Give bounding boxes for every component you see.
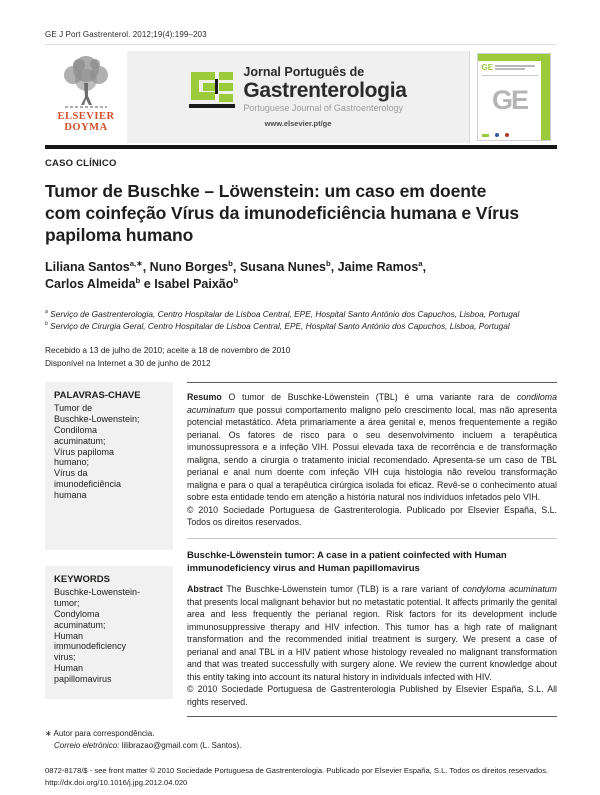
journal-name-prefix: Jornal Português de xyxy=(243,65,365,80)
keyword-en-line: Human xyxy=(54,630,84,641)
online-date: Disponível na Internet a 30 de junho de 2012 xyxy=(45,357,211,368)
affiliation-b: $^b$ Serviço de Cirurgia Geral, Centro Hospitalar de Lisboa Central, EPE, Hospital Santo António dos Capuchos, Lisboa, Portugal xyxy=(45,321,510,332)
cover-ge-monogram-small: GE xyxy=(481,63,494,72)
cover-divider xyxy=(482,75,538,76)
article-type-label: CASO CLÍNICO xyxy=(45,158,117,169)
affiliations xyxy=(45,308,557,333)
resumo-paragraph: Resumo O tumor de Buschke-Löwenstein (TBL) é uma variante rara de condiloma acuminatum que possui comportamento maligno pelo crescimento local, mas não apresenta potencial metastático. Afeta primariamente a área genital e, menos frequentemente a região perianal. Os fatores de risco para o seu desenvolvimento incluem a terapêutica imunossupressora e a infeção VIH. Possui elevada taxa de recorrência e de transformação maligna, sendo a cirurgia o tratamento inicial recomendado. Apresenta-se um caso de TBL perianal e anal num doente com infeção VIH cuja histologia não revelou transformação maligna e para o qual a terapêutica cirúrgica isolada foi eficaz. Revê-se o conhecimento atual sobre esta entidade tendo em atenção a história natural nos indivíduos infetados pelo VIH. xyxy=(187,392,557,503)
publisher-logo-block xyxy=(45,51,127,143)
keyword-en-line: tumor; xyxy=(54,598,80,609)
cover-top-band xyxy=(478,54,550,61)
abstract-mid-rule xyxy=(187,538,557,539)
keyword-pt-line: acuminatum; xyxy=(54,435,106,446)
journal-citation: GE J Port Gastrenterol. 2012;19(4):199–203 xyxy=(45,30,207,39)
article-title-line: Tumor de Buschke – Löwenstein: um caso em doente xyxy=(45,181,487,201)
elsevier-tree-icon xyxy=(55,53,117,111)
keyword-pt-line: humana xyxy=(54,489,87,500)
author-list xyxy=(45,259,557,293)
keyword-pt-line: Condiloma xyxy=(54,425,98,436)
cover-footer-marks xyxy=(482,133,538,137)
keyword-en-line: Condyloma xyxy=(54,609,100,620)
keyword-pt-line: imunodeficiência xyxy=(54,479,122,490)
article-title-line: papiloma humano xyxy=(45,225,194,246)
journal-name-english: Portuguese Journal of Gastroenterology xyxy=(243,102,403,113)
keyword-pt-line: Vírus papiloma xyxy=(54,446,115,457)
ge-journal-logo-icon xyxy=(189,70,235,110)
publisher-name-line1: ELSEVIER xyxy=(57,111,115,122)
keyword-en-line: papillomavirus xyxy=(54,673,112,684)
email-link[interactable]: lilibrazao@gmail.com xyxy=(121,740,198,750)
journal-name: Gastrenterologia xyxy=(243,78,407,102)
keyword-pt-line: Buschke-Lowenstein; xyxy=(54,414,140,425)
correspondence-email-line xyxy=(45,740,557,752)
abstract-copyright: © 2010 Sociedade Portuguesa de Gastrenterologia Published by Elsevier España, S.L. All rights reserved. xyxy=(187,684,557,707)
cover-side-band xyxy=(541,54,550,140)
keyword-en-line: virus; xyxy=(54,652,76,663)
keywords-box xyxy=(45,566,173,698)
keywords-column xyxy=(45,382,173,717)
article-title xyxy=(45,180,557,246)
abstract-column xyxy=(187,382,557,717)
header-rule xyxy=(45,145,557,149)
journal-cover-thumbnail xyxy=(477,53,551,141)
journal-masthead xyxy=(127,51,469,143)
journal-name-block xyxy=(243,66,406,112)
correspondence-footnote xyxy=(45,728,557,751)
corresponding-author-note: ∗ Autor para correspondência. xyxy=(45,729,155,739)
affiliation-a: $^a$ Serviço de Gastrenterologia, Centro Hospitalar de Lisboa Central, EPE, Hospital Santo António dos Capuchos, Lisboa, Portugal xyxy=(45,308,520,319)
cover-thumbnail-block xyxy=(469,51,557,143)
author-line: Carlos Almeida$^b$ e Isabel Paixão$^b$ xyxy=(45,275,239,292)
publisher-name-line2: DOYMA xyxy=(64,122,108,134)
keyword-en-line: Human xyxy=(54,663,84,674)
abstract-bottom-rule xyxy=(187,716,557,717)
english-title: Buschke-Löwenstein tumor: A case in a patient coinfected with Human immunodeficiency virus and Human papillomavirus xyxy=(187,549,507,575)
received-accepted-date: Recebido a 13 de julho de 2010; aceite a 18 de novembro de 2010 xyxy=(45,344,291,355)
keyword-pt-line: humano; xyxy=(54,457,90,468)
article-dates xyxy=(45,344,557,370)
cover-title-lines xyxy=(495,64,537,71)
journal-header-banner xyxy=(45,51,557,143)
keyword-en-line: acuminatum; xyxy=(54,619,106,630)
keywords-list xyxy=(54,587,165,684)
keyword-pt-line: Vírus da xyxy=(54,468,88,479)
resumo-copyright: © 2010 Sociedade Portuguesa de Gastrenterologia. Publicado por Elsevier España, S.L. Todos os direitos reservados. xyxy=(187,504,557,528)
doi-link[interactable]: http://dx.doi.org/10.1016/j.jpg.2012.04.020 xyxy=(45,778,188,788)
abstract-paragraph: Abstract The Buschke-Löwenstein tumor (TLB) is a rare variant of condyloma acuminatum that presents local malignant behavior but no metastatic potential. It affects primarily the genital area and less frequently the perianal region. Risk factors for its development include immunosuppressive therapy and HIV infection. This tumor has a high rate of malignant transformation and the recommended initial treatment is surgery. We present a case of perianal and anal TBL in a HIV patient whose histology revealed no malignant transformation and that was treated successfully with surgery alone. We review the current knowledge about this entity taking into account its natural history in individuals infected with HIV. xyxy=(187,584,557,682)
journal-website-link[interactable]: www.elsevier.pt/ge xyxy=(264,118,332,128)
issn-copyright-line: 0872-8178/$ - see front matter © 2010 Sociedade Portuguesa de Gastrenterologia. Publicado por Elsevier España, S.L. Todos os direitos reservados. xyxy=(45,766,549,776)
keyword-pt-line: Tumor de xyxy=(54,403,93,414)
email-suffix: (L. Santos). xyxy=(197,740,242,750)
citation-divider xyxy=(45,44,557,45)
journal-footer xyxy=(45,765,557,789)
article-title-line: com coinfeção Vírus da imunodeficiência humana e Vírus xyxy=(45,203,520,224)
publisher-name xyxy=(57,111,114,133)
keywords-heading: KEYWORDS xyxy=(54,574,110,586)
palavras-chave-heading: PALAVRAS-CHAVE xyxy=(54,390,141,402)
author-line: Liliana Santos$^{a,∗}$, Nuno Borges$^b$, Susana Nunes$^b$, Jaime Ramos$^a$, xyxy=(45,258,427,275)
keyword-en-line: immunodeficiency xyxy=(54,641,127,652)
keyword-en-line: Buschke-Lowenstein- xyxy=(54,587,141,598)
palavras-chave-list xyxy=(54,403,165,500)
abstract-top-rule xyxy=(187,382,557,383)
cover-ge-monogram-large: GE xyxy=(491,85,527,115)
email-label: Correio eletrónico: xyxy=(54,740,120,750)
palavras-chave-box xyxy=(45,382,173,550)
